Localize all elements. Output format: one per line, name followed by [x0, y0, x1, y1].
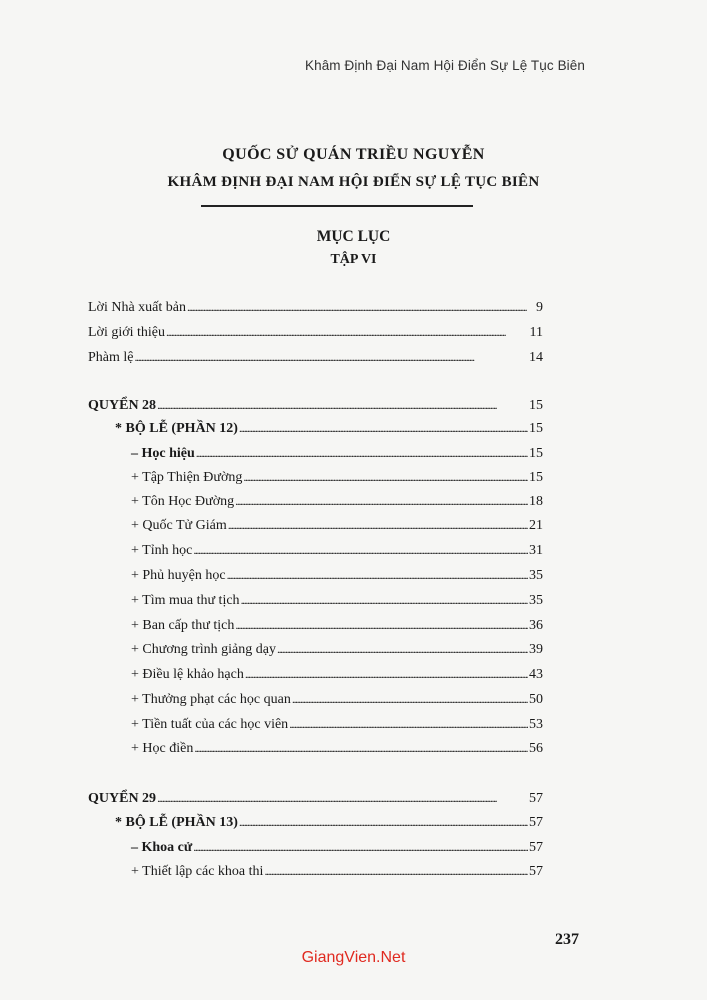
toc-leader [235, 615, 528, 636]
toc-leader [193, 837, 528, 858]
title-rule [201, 205, 473, 207]
toc-entry-label: + Thiết lập các khoa thi [131, 864, 264, 879]
toc-leader [292, 689, 528, 710]
toc-entry-label: – Khoa cử [131, 840, 193, 855]
toc-leader [277, 639, 528, 660]
toc-entry-page: 18 [529, 494, 543, 509]
toc-entry-chapter[interactable] [88, 395, 543, 415]
toc-entry-label: * BỘ LỄ (PHẦN 12) [115, 421, 238, 436]
toc-entry-page: 36 [529, 618, 543, 633]
toc-heading: MỤC LỤC [316, 228, 391, 245]
toc-entry-item[interactable] [131, 540, 543, 560]
toc-entry-item[interactable] [131, 515, 543, 535]
toc-leader [228, 515, 528, 536]
watermark: GiangVien.Net [301, 949, 406, 966]
toc-entry-label: QUYỂN 28 [88, 398, 157, 413]
toc-entry-subsection[interactable] [131, 443, 543, 463]
toc-entry-page: 35 [529, 568, 543, 583]
toc-entry-page: 15 [529, 470, 543, 485]
toc-entry-item[interactable] [131, 615, 543, 635]
toc-leader [289, 714, 528, 735]
toc-entry[interactable] [88, 297, 543, 317]
toc-entry-label: Phàm lệ [88, 350, 134, 365]
toc-entry-page: 57 [529, 864, 543, 879]
toc-leader [239, 812, 528, 833]
toc-entry-page: 31 [529, 543, 543, 558]
toc-entry-item[interactable] [131, 467, 543, 487]
toc-entry-page: 57 [529, 840, 543, 855]
toc-entry-page: 39 [529, 642, 543, 657]
toc-leader [135, 347, 529, 368]
book-title: KHÂM ĐỊNH ĐẠI NAM HỘI ĐIỂN SỰ LỆ TỤC BIÊN [167, 174, 540, 190]
toc-entry-section[interactable] [115, 812, 543, 832]
toc-leader [235, 491, 528, 512]
toc-entry-label: + Điều lệ khảo hạch [131, 667, 244, 682]
toc-entry-label: – Học hiệu [131, 446, 195, 461]
toc-entry-page: 35 [529, 593, 543, 608]
toc-entry-label: + Học điền [131, 741, 194, 756]
toc-entry-item[interactable] [131, 639, 543, 659]
toc-entry-label: QUYỂN 29 [88, 791, 157, 806]
toc-leader [264, 861, 528, 882]
toc-entry-label: + Tiền tuất của các học viên [131, 717, 289, 732]
toc-entry-section[interactable] [115, 418, 543, 438]
toc-leader [157, 788, 528, 809]
toc-entry-page: 9 [536, 300, 543, 315]
author-heading: QUỐC SỬ QUÁN TRIỀU NGUYỄN [222, 146, 485, 163]
toc-leader [196, 443, 528, 464]
toc-entry-item[interactable] [131, 738, 543, 758]
toc-entry-page: 53 [529, 717, 543, 732]
toc-leader [245, 664, 528, 685]
toc-leader [157, 395, 528, 416]
toc-leader [187, 297, 528, 318]
toc-entry-item[interactable] [131, 861, 543, 881]
toc-entry-item[interactable] [131, 590, 543, 610]
running-header: Khâm Định Đại Nam Hội Điển Sự Lệ Tục Biên [304, 58, 585, 73]
volume-heading: TẬP VI [330, 252, 377, 267]
toc-entry-label: + Tỉnh học [131, 543, 193, 558]
toc-entry-label: + Quốc Tử Giám [131, 518, 227, 533]
toc-entry-page: 21 [529, 518, 543, 533]
toc-leader [166, 322, 528, 343]
toc-entry-page: 57 [529, 791, 543, 806]
toc-entry-item[interactable] [131, 714, 543, 734]
toc-entry-page: 56 [529, 741, 543, 756]
toc-entry-item[interactable] [131, 664, 543, 684]
toc-entry-label: + Tìm mua thư tịch [131, 593, 240, 608]
toc-leader [194, 738, 528, 759]
toc-entry-label: + Thưởng phạt các học quan [131, 692, 291, 707]
toc-entry-page: 15 [529, 398, 543, 413]
toc-entry-page: 11 [529, 325, 543, 340]
toc-leader [241, 590, 528, 611]
toc-entry-page: 15 [529, 446, 543, 461]
toc-entry-item[interactable] [131, 565, 543, 585]
page-number: 237 [555, 931, 579, 948]
toc-entry-label: Lời giới thiệu [88, 325, 166, 340]
toc-entry-page: 57 [529, 815, 543, 830]
toc-entry-label: + Ban cấp thư tịch [131, 618, 235, 633]
toc-entry-page: 15 [529, 421, 543, 436]
toc-entry-page: 43 [529, 667, 543, 682]
toc-entry-subsection[interactable] [131, 837, 543, 857]
toc-entry-label: + Tôn Học Đường [131, 494, 235, 509]
toc-entry-label: * BỘ LỄ (PHẦN 13) [115, 815, 238, 830]
toc-leader [239, 418, 528, 439]
toc-entry-label: Lời Nhà xuất bản [88, 300, 186, 315]
toc-leader [243, 467, 528, 488]
toc-entry-page: 50 [529, 692, 543, 707]
toc-leader [193, 540, 528, 561]
toc-leader [227, 565, 528, 586]
toc-entry[interactable] [88, 347, 543, 367]
toc-entry-item[interactable] [131, 491, 543, 511]
toc-entry-page: 14 [529, 350, 543, 365]
toc-entry[interactable] [88, 322, 543, 342]
toc-entry-item[interactable] [131, 689, 543, 709]
toc-entry-label: + Phủ huyện học [131, 568, 226, 583]
toc-entry-label: + Chương trình giảng dạy [131, 642, 276, 657]
toc-entry-chapter[interactable] [88, 788, 543, 808]
toc-entry-label: + Tập Thiện Đường [131, 470, 243, 485]
